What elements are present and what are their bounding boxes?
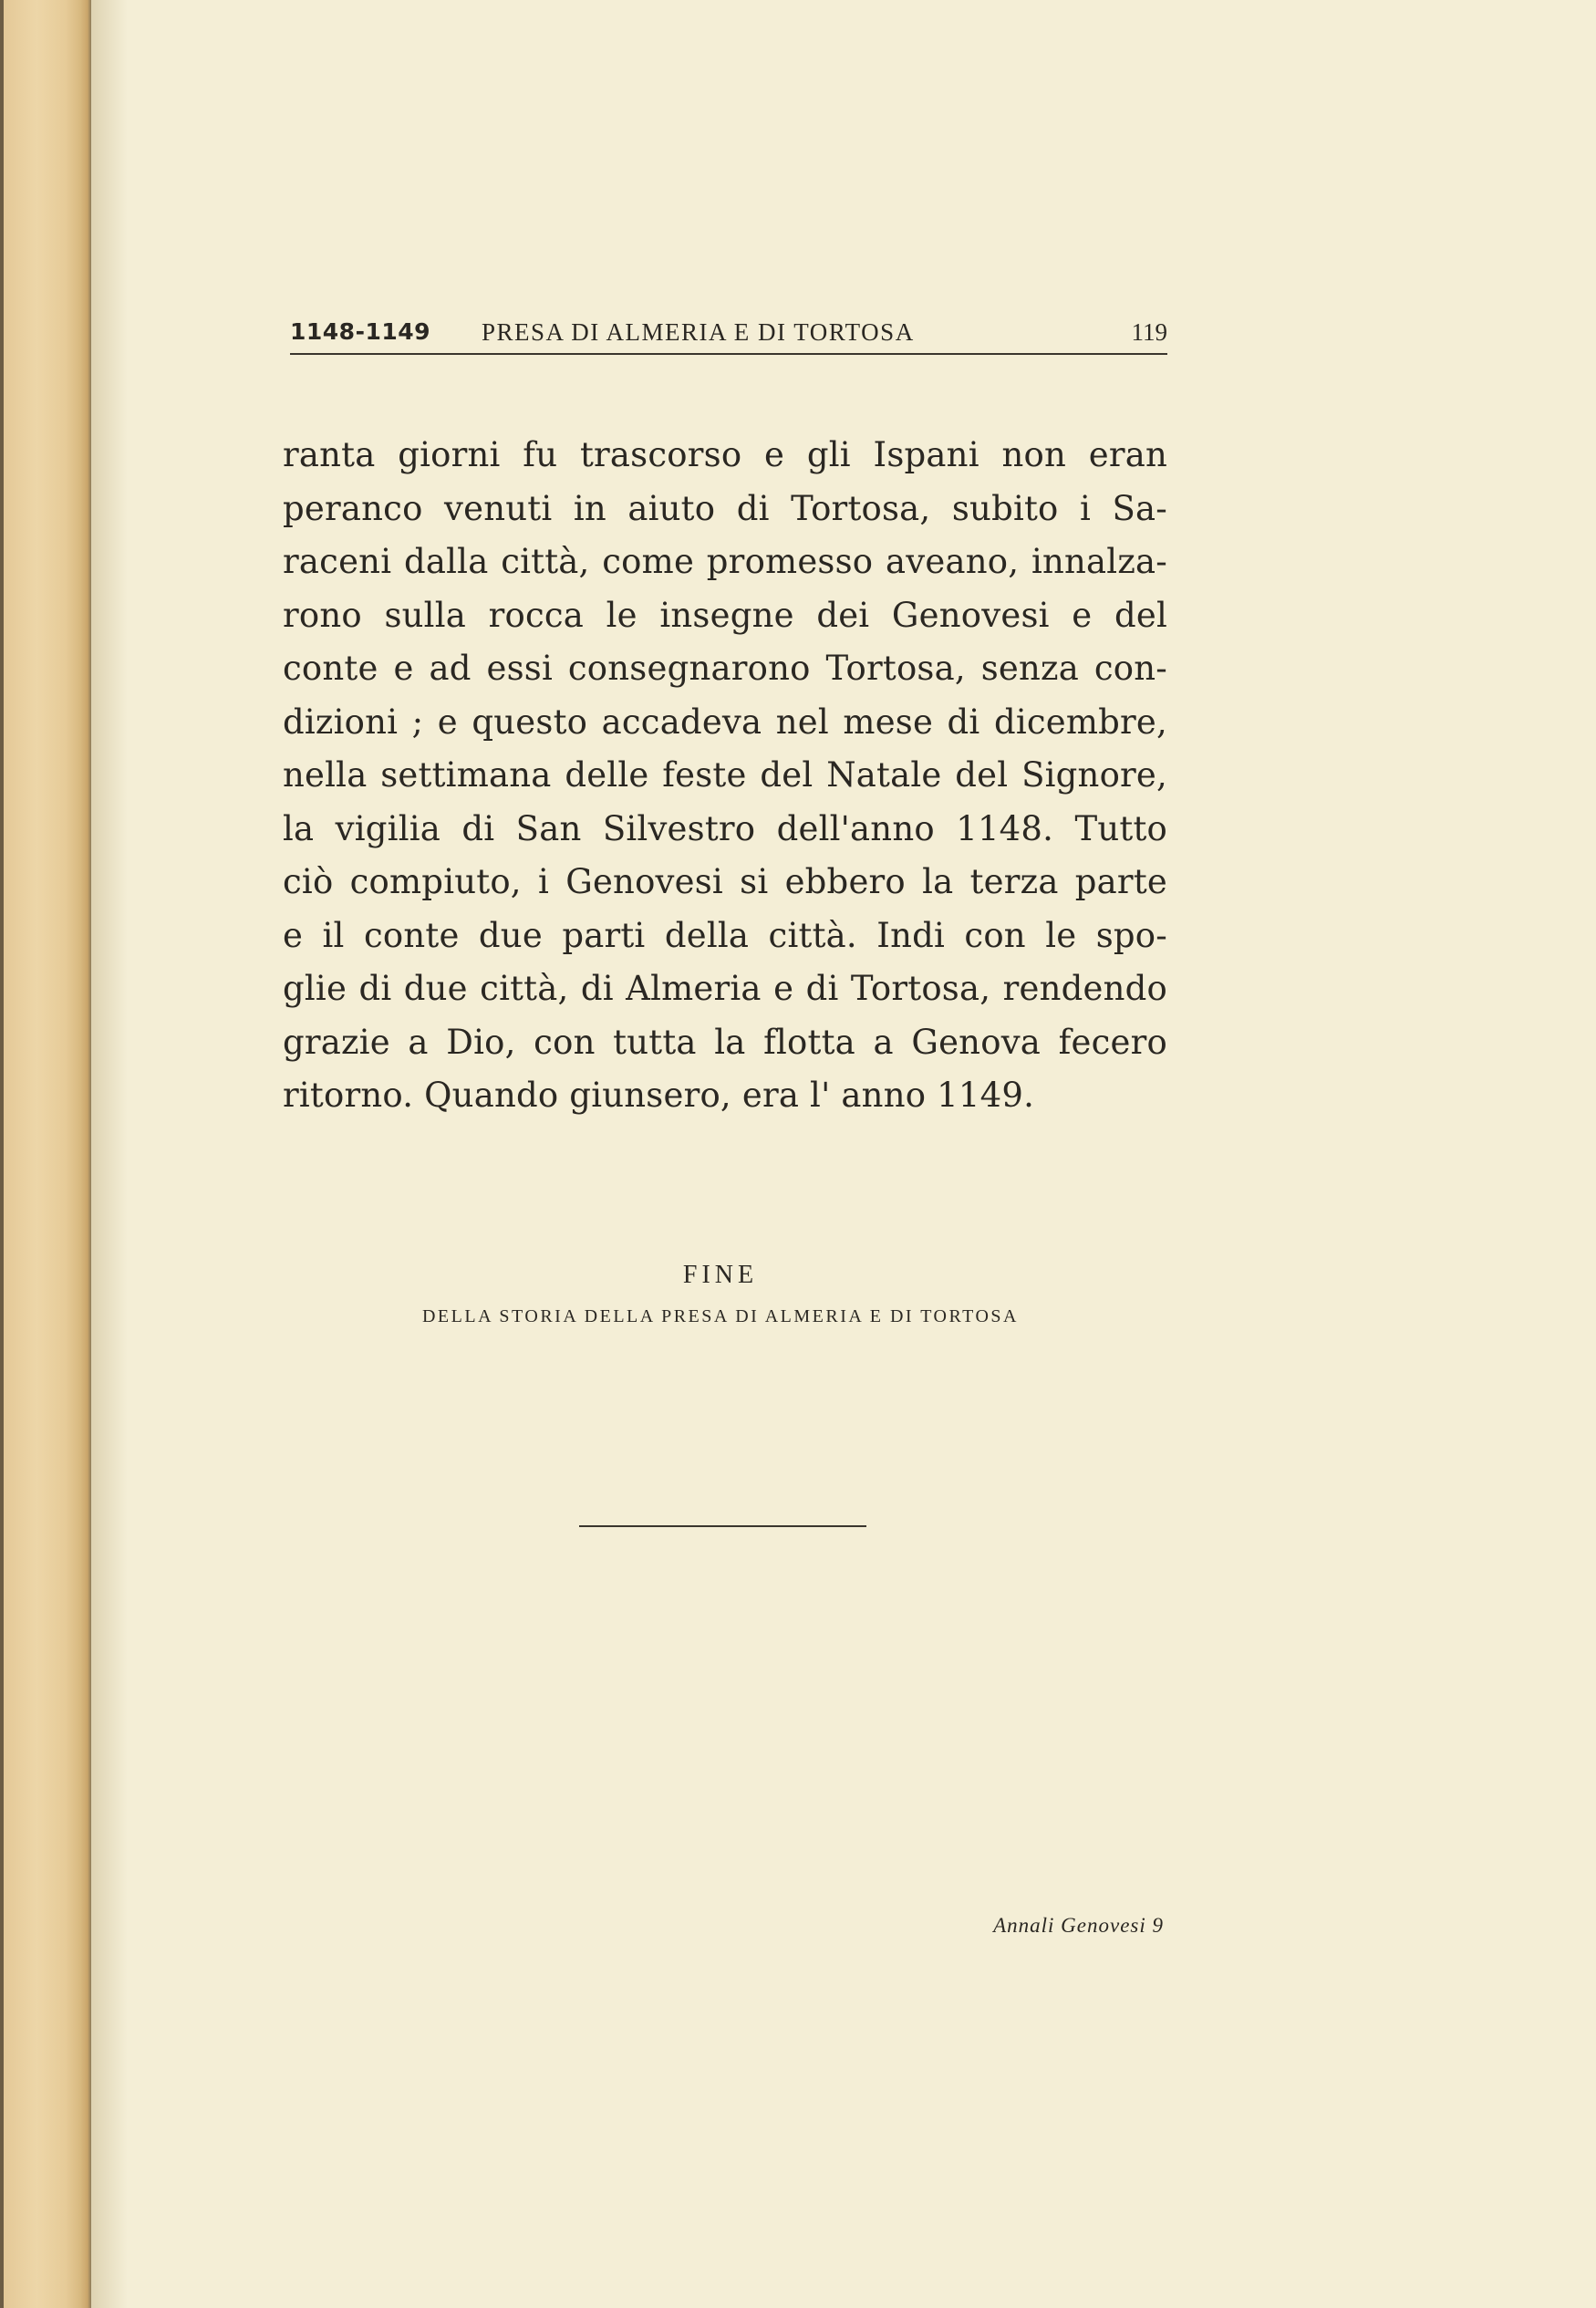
body-text	[283, 429, 1167, 1123]
body-line: ciò compiuto, i Genovesi si ebbero la terza parte	[283, 862, 1167, 901]
running-head-title: PRESA DI ALMERIA E DI TORTOSA	[482, 318, 915, 346]
body-line: nella settimana delle feste del Natale del Signore,	[283, 755, 1167, 795]
body-line: ritorno. Quando giunsero, era l' anno 1149.	[283, 1076, 1035, 1115]
signature-mark: Annali Genovesi 9	[993, 1914, 1164, 1937]
body-line: dizioni ; e questo accadeva nel mese di dicembre,	[283, 702, 1167, 742]
body-line: grazie a Dio, con tutta la flotta a Genova fecero	[283, 1022, 1167, 1062]
end-rule	[579, 1525, 866, 1527]
colophon-subtitle: DELLA STORIA DELLA PRESA DI ALMERIA E DI TORTOSA	[421, 1306, 1020, 1326]
page-number: 119	[1131, 318, 1167, 346]
body-line: ranta giorni fu trascorso e gli Ispani non eran	[283, 435, 1167, 474]
colophon-title: FINE	[682, 1261, 759, 1289]
body-line: glie di due città, di Almeria e di Tortosa, rendendo	[283, 969, 1167, 1008]
running-head	[290, 315, 1167, 355]
scan-border	[0, 0, 4, 2308]
body-line: raceni dalla città, come promesso aveano, innalza-	[283, 542, 1167, 581]
gutter-shadow	[91, 0, 128, 2308]
body-line: conte e ad essi consegnarono Tortosa, senza con-	[283, 649, 1167, 688]
body-line: peranco venuti in aiuto di Tortosa, subito i Sa-	[283, 488, 1167, 528]
body-line: rono sulla rocca le insegne dei Genovesi e del	[283, 595, 1167, 635]
body-line: la vigilia di San Silvestro dell'anno 1148. Tutto	[283, 808, 1167, 848]
running-head-years: 1148-1149	[290, 318, 431, 345]
body-line: e il conte due parti della città. Indi con le spo-	[283, 915, 1167, 955]
torn-paper-edge	[0, 0, 91, 2308]
